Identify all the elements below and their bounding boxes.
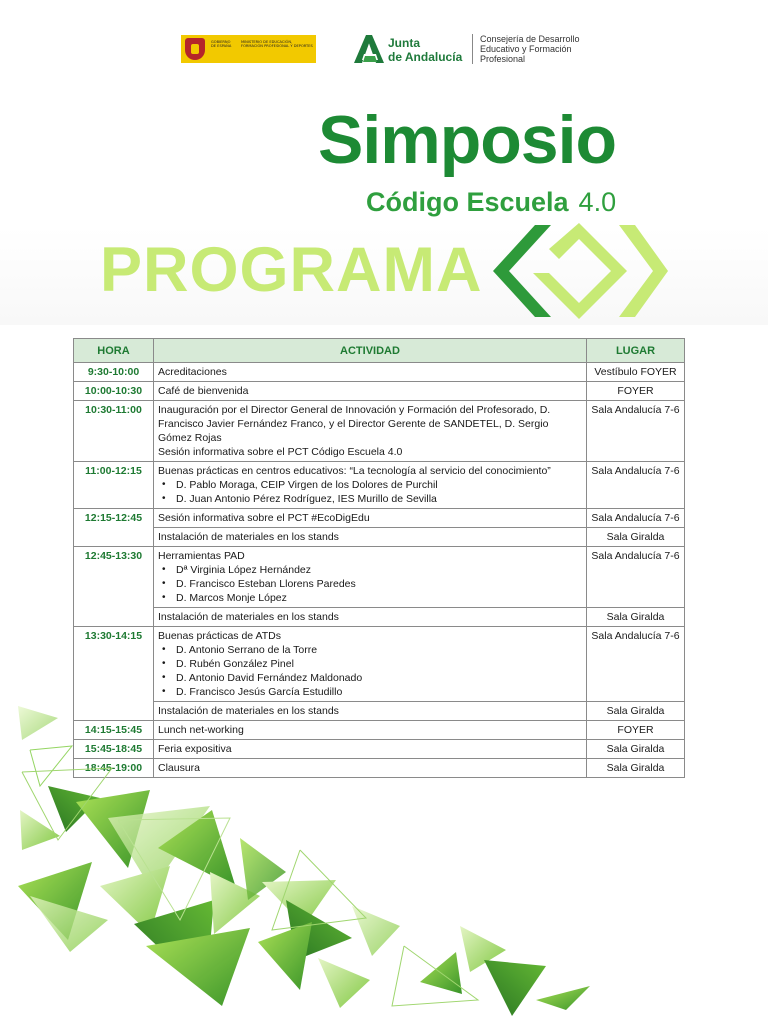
speaker-item: • D. Juan Antonio Pérez Rodríguez, IES Murillo de Sevilla [176, 492, 582, 506]
activity-text: Buenas prácticas en centros educativos: “La tecnología al servicio del conocimiento” [158, 465, 551, 477]
gobierno-text [211, 40, 239, 48]
row-actividad: Instalación de materiales en los stands [154, 528, 587, 547]
row-hora: 15:45-18:45 [74, 740, 154, 759]
row-lugar: Sala Giralda [587, 702, 685, 721]
page-subtitle [366, 185, 616, 219]
table-row [74, 528, 685, 547]
row-hora: 11:00-12:15 [74, 462, 154, 509]
speaker-item: • D. Antonio Serrano de la Torre [176, 643, 582, 657]
junta-a-icon [352, 34, 386, 64]
speaker-item: • D. Rubén González Pinel [176, 657, 582, 671]
row-hora: 10:00-10:30 [74, 382, 154, 401]
row-lugar: Sala Giralda [587, 740, 685, 759]
decorative-triangles [0, 690, 600, 1024]
row-lugar: Sala Andalucía 7-6 [587, 509, 685, 528]
row-actividad: Acreditaciones [154, 363, 587, 382]
activity-text: Inauguración por el Director General de Innovación y Formación del Profesorado, D. Francisco Javier Fernández Franco, y el Director Gerente de SANDETEL, D. Sergio Gómez Rojas [158, 404, 551, 444]
row-actividad: Sesión informativa sobre el PCT #EcoDigEdu [154, 509, 587, 528]
row-actividad: Clausura [154, 759, 587, 778]
row-hora: 12:45-13:30 [74, 547, 154, 627]
speaker-list [158, 478, 582, 506]
speaker-item: • Dª Virginia López Hernández [176, 563, 582, 577]
subtitle-text: Código Escuela [366, 187, 569, 217]
activity-text: Buenas prácticas de ATDs [158, 630, 281, 642]
table-row [74, 363, 685, 382]
row-hora: 9:30-10:00 [74, 363, 154, 382]
speaker-item: • D. Marcos Monje López [176, 591, 582, 605]
coat-of-arms-icon [185, 38, 205, 60]
row-actividad [154, 401, 587, 462]
row-hora: 12:15-12:45 [74, 509, 154, 547]
gobierno-line1: GOBIERNO [211, 40, 231, 44]
gobierno-line2: DE ESPAÑA [211, 44, 232, 49]
row-lugar: Sala Andalucía 7-6 [587, 401, 685, 462]
row-actividad: Lunch net-working [154, 721, 587, 740]
table-row [74, 547, 685, 608]
logo-divider [472, 34, 473, 64]
row-hora: 10:30-11:00 [74, 401, 154, 462]
row-lugar: Sala Andalucía 7-6 [587, 627, 685, 702]
row-actividad: Café de bienvenida [154, 382, 587, 401]
table-row [74, 382, 685, 401]
table-row [74, 462, 685, 509]
table-row [74, 608, 685, 627]
junta-name-line2: de Andalucía [388, 50, 463, 64]
row-lugar: Sala Giralda [587, 759, 685, 778]
row-actividad [154, 462, 587, 509]
table-header-row [74, 339, 685, 363]
activity-text-2: Sesión informativa sobre el PCT Código Escuela 4.0 [158, 446, 403, 458]
header-actividad: ACTIVIDAD [154, 339, 587, 363]
speaker-list [158, 563, 582, 605]
row-lugar: Sala Giralda [587, 608, 685, 627]
speaker-item: • D. Antonio David Fernández Maldonado [176, 671, 582, 685]
gobierno-logo [181, 35, 316, 63]
row-lugar: FOYER [587, 382, 685, 401]
page-title: Simposio [318, 102, 617, 178]
programa-banner: PROGRAMA [100, 235, 483, 305]
row-lugar: Sala Andalucía 7-6 [587, 547, 685, 608]
version-text: 4.0 [578, 187, 617, 217]
junta-name-line1: Junta [388, 36, 421, 50]
row-actividad: Feria expositiva [154, 740, 587, 759]
row-hora: 13:30-14:15 [74, 627, 154, 721]
code-brackets-icon [493, 223, 668, 319]
row-lugar: Sala Andalucía 7-6 [587, 462, 685, 509]
speaker-item: • D. Francisco Esteban Llorens Paredes [176, 577, 582, 591]
junta-name [388, 36, 468, 64]
row-lugar: FOYER [587, 721, 685, 740]
row-actividad: Instalación de materiales en los stands [154, 608, 587, 627]
row-hora: 14:15-15:45 [74, 721, 154, 740]
row-lugar: Sala Giralda [587, 528, 685, 547]
ministry-text: MINISTERIO DE EDUCACIÓN, FORMACIÓN PROFESIONAL Y DEPORTES [241, 40, 313, 49]
activity-text: Herramientas PAD [158, 550, 245, 562]
row-lugar: Vestíbulo FOYER [587, 363, 685, 382]
row-actividad [154, 547, 587, 608]
table-row [74, 509, 685, 528]
speaker-item: • D. Francisco Jesús García Estudillo [176, 685, 582, 699]
header-lugar: LUGAR [587, 339, 685, 363]
header-hora: HORA [74, 339, 154, 363]
row-hora: 18:45-19:00 [74, 759, 154, 778]
consejeria-name: Consejería de Desarrollo Educativo y Formación Profesional [480, 34, 580, 64]
speaker-item: • D. Pablo Moraga, CEIP Virgen de los Dolores de Purchil [176, 478, 582, 492]
table-row [74, 401, 685, 462]
row-actividad: Instalación de materiales en los stands [154, 702, 587, 721]
